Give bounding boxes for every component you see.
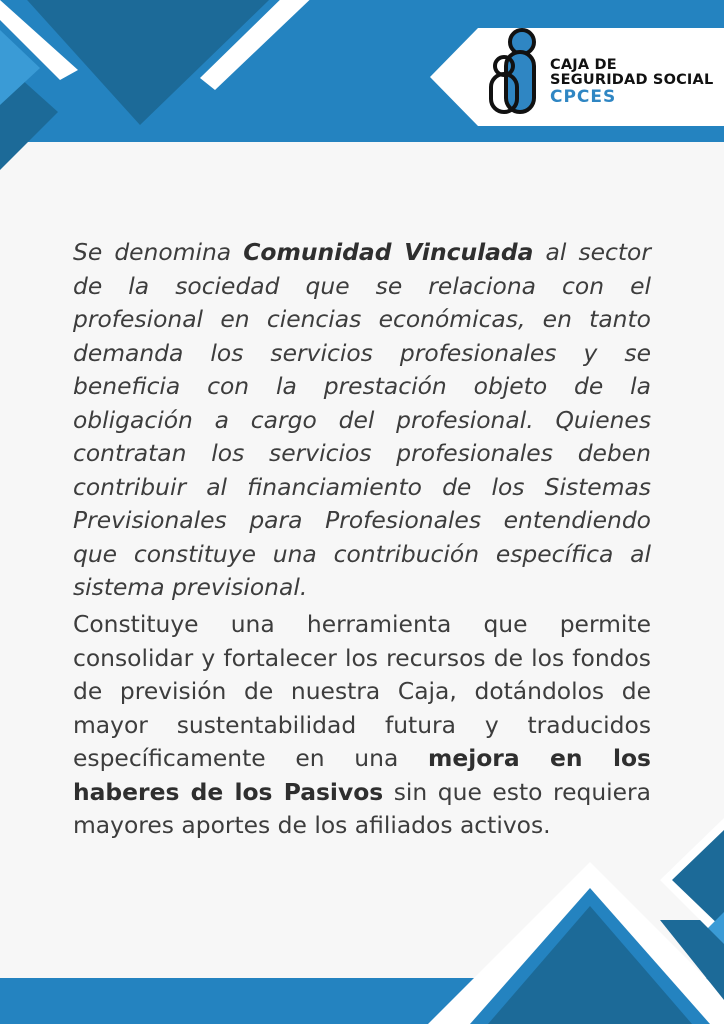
paragraph2-intro: Constituye una herramienta que permite consolidar y fortalecer los recursos de los fondos de previsión de nuestra Caja, dotándolos de mayor sustentabilidad futura y traducidos específicamente en una: [73, 610, 651, 772]
paragraph2-rest: sin que esto requiera mayores aportes de los afiliados activos.: [73, 777, 651, 839]
paragraph2-bold: mejora en los haberes de los Pasivos: [73, 744, 651, 806]
paragraph1-rest: al sector de la sociedad que se relaciona con el profesional en ciencias económicas, en tanto demanda los servicios profesionales y se beneficia con la prestación objeto de la obligación a cargo del profesional. Quienes contratan los servicios profesionales deben contribuir al financiamiento de los Sistemas Previsionales para Profesionales entendiendo que constituye una contribución específica al sistema previsional.: [73, 238, 651, 601]
paragraph-comunidad-vinculada: [73, 236, 651, 605]
paragraph1-bold: Comunidad Vinculada: [243, 238, 534, 266]
brand-line3: CPCES: [550, 87, 617, 107]
brand-logo: [486, 26, 718, 120]
brand-line1: CAJA DE: [550, 57, 617, 73]
paragraph-herramienta: [73, 608, 651, 843]
people-icon: [486, 26, 548, 120]
paragraph1-intro: Se denomina: [73, 238, 244, 266]
brand-line2: SEGURIDAD SOCIAL: [550, 72, 714, 88]
